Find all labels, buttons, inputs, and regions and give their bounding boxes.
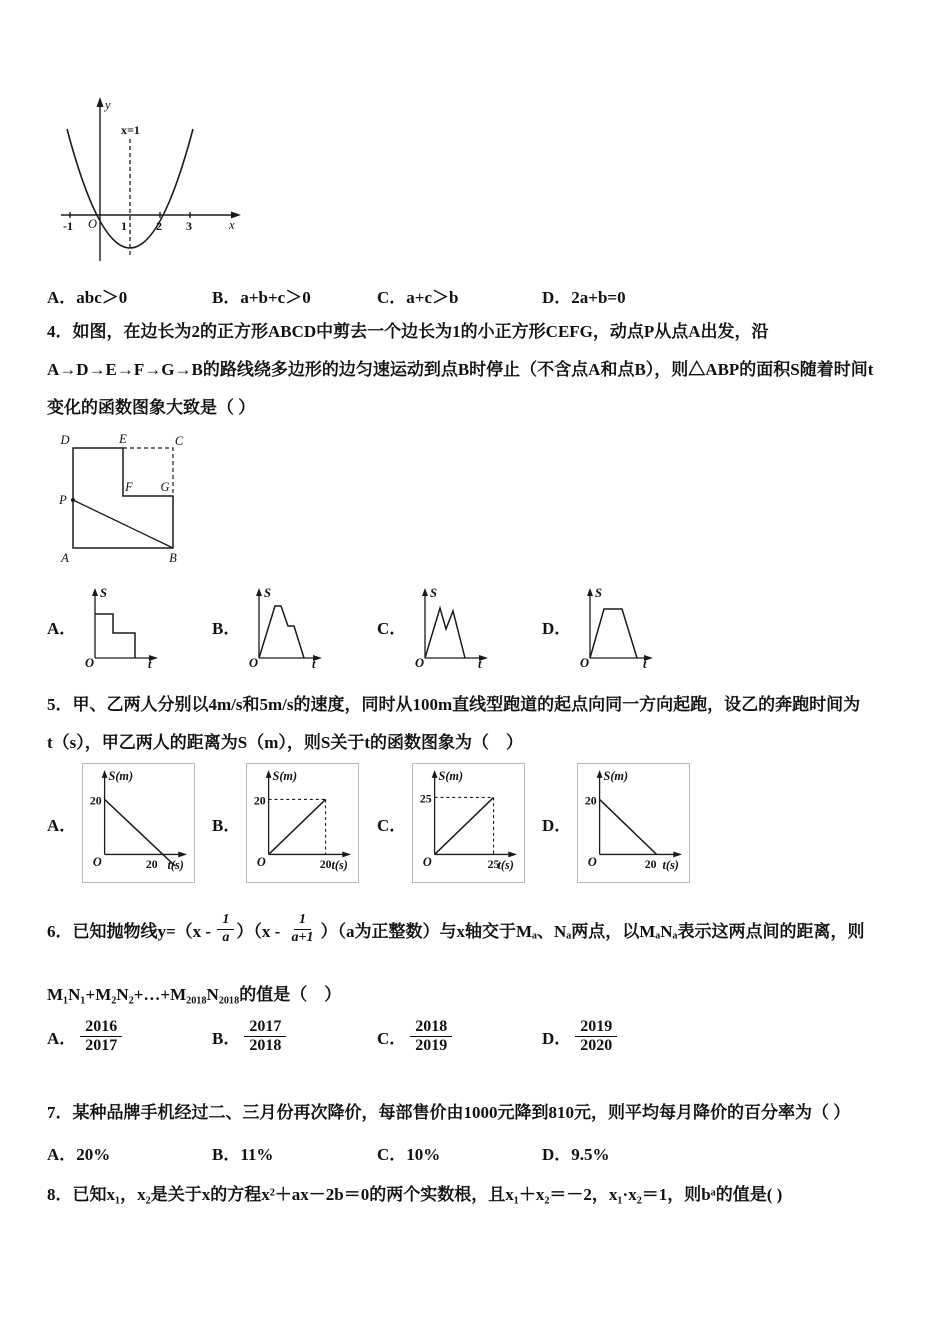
- q5-options-row: [47, 763, 707, 883]
- fraction-numerator: 2019: [575, 1018, 617, 1037]
- fraction-numerator: 2018: [410, 1018, 452, 1037]
- fraction-denominator: 2020: [580, 1037, 613, 1055]
- q6-line1-mid: ）（x -: [236, 921, 285, 941]
- q7-option-c-text: C．10%: [377, 1145, 441, 1164]
- q4-option-c-label: C．: [377, 618, 407, 638]
- q6-option-d-fraction: [575, 1018, 617, 1056]
- q3-option-d-text: D．2a+b=0: [542, 288, 626, 307]
- axes: [105, 776, 182, 855]
- s-label: S: [595, 586, 603, 600]
- q4-option-a-label: A．: [47, 618, 77, 638]
- axes: [95, 594, 152, 658]
- s-axis-label: S(m): [438, 768, 464, 783]
- t-label: t: [643, 657, 647, 668]
- x-axis-label: x: [229, 218, 235, 232]
- q4-line-3: 变化的函数图象大致是（ ）: [47, 398, 256, 417]
- t-axis-arrow: [509, 851, 518, 857]
- s-axis-label: S(m): [272, 768, 298, 783]
- s-label: S: [430, 586, 438, 600]
- q5-text: [47, 686, 915, 762]
- q6-line-1: [47, 900, 865, 958]
- q4-graph-a: [82, 584, 160, 668]
- tick-minus1: -1: [63, 219, 73, 233]
- q3-parabola-figure: [55, 93, 250, 265]
- q5-graph-c: [412, 763, 525, 883]
- q7-option-d: [542, 1140, 707, 1165]
- q6-frac1-denominator: a: [222, 929, 230, 945]
- y-value: 20: [585, 794, 597, 808]
- s-label: S: [100, 586, 108, 600]
- q3-option-b: [212, 283, 377, 308]
- s-axis-label: S(m): [603, 768, 629, 783]
- origin-label: O: [88, 217, 98, 231]
- tick-2: 2: [156, 219, 162, 233]
- q7-option-d-text: D．9.5%: [542, 1145, 610, 1164]
- q6-option-d-label: D．: [542, 1029, 572, 1049]
- q6-frac2-denominator: a+1: [291, 929, 314, 945]
- t-axis-label: t(s): [497, 858, 515, 873]
- y-value: 25: [420, 792, 432, 806]
- t-label: t: [478, 657, 482, 668]
- origin-label: O: [93, 855, 102, 870]
- q6-line1-post: ）（a为正整数）与x轴交于Mₐ、Nₐ两点，以MₐNₐ表示这两点间的距离，则: [320, 921, 865, 941]
- s-axis-arrow: [597, 770, 603, 778]
- label-f: F: [125, 480, 133, 494]
- curve-trapezoid: [590, 609, 637, 658]
- q4-graph-b: [246, 584, 324, 668]
- label-c: C: [174, 434, 184, 448]
- q8-text: [47, 1176, 915, 1214]
- polygon-outline: [73, 448, 173, 548]
- q5-option-a: [47, 763, 212, 883]
- q6-option-c-label: C．: [377, 1029, 407, 1049]
- q4-square-figure: [55, 430, 195, 570]
- point-p-dot: [71, 498, 75, 502]
- fraction-denominator: 2019: [415, 1037, 448, 1055]
- o-label: O: [580, 656, 590, 668]
- q5-option-a-label: A．: [47, 815, 77, 835]
- s-axis-arrow: [587, 588, 593, 596]
- q5-graph-a: [82, 763, 195, 883]
- x-value: 25: [487, 858, 500, 872]
- t-axis-label: t(s): [662, 858, 680, 873]
- q6-frac2-numerator: 1: [294, 912, 311, 929]
- t-axis-arrow: [179, 851, 188, 857]
- q5-graph-d: [577, 763, 690, 883]
- fraction-denominator: 2018: [249, 1037, 282, 1055]
- q7-option-b: [212, 1140, 377, 1165]
- q5-option-d: [542, 763, 707, 883]
- axes: [600, 776, 677, 855]
- o-label: O: [85, 656, 95, 668]
- y-axis-label: y: [105, 98, 111, 112]
- q6-option-b-fraction: [244, 1018, 286, 1056]
- origin-label: O: [588, 855, 597, 870]
- q3-option-b-text: B．a+b+c＞0: [212, 288, 311, 307]
- label-p: P: [59, 493, 67, 507]
- q5-line-1: 5．甲、乙两人分别以4m/s和5m/s的速度，同时从100m直线型跑道的起点向同一方向起跑，设乙的奔跑时间为: [47, 695, 861, 714]
- q5-graph-b: [246, 763, 359, 883]
- label-g: G: [160, 480, 170, 494]
- q7-option-c: [377, 1140, 542, 1165]
- q6-options-row: [47, 1018, 707, 1056]
- q6-option-c: [377, 1018, 542, 1056]
- origin-label: O: [423, 855, 432, 870]
- fraction-denominator: 2017: [85, 1037, 118, 1055]
- q7-option-a-text: A．20%: [47, 1145, 111, 1164]
- q4-line-2: A→D→E→F→G→B的路线绕多边形的边匀速运动到点B时停止（不含点A和点B），则△ABP的面积S随着时间t: [47, 360, 874, 379]
- t-axis-label: t(s): [167, 858, 185, 873]
- q6-frac1-numerator: 1: [217, 912, 234, 929]
- q3-option-a: [47, 283, 212, 308]
- q7-text: [47, 1094, 915, 1132]
- q5-option-b: [212, 763, 377, 883]
- s-axis-arrow: [102, 770, 108, 778]
- q3-option-c-text: C．a+c＞b: [377, 288, 459, 307]
- y-axis-arrow: [97, 97, 104, 107]
- t-label: t: [148, 657, 152, 668]
- q7-options-row: [47, 1140, 707, 1165]
- q6-line-2: [47, 976, 915, 1014]
- x-value: 20: [146, 858, 158, 872]
- q4-option-b-label: B．: [212, 618, 241, 638]
- q4-line-1: 4．如图，在边长为2的正方形ABCD中剪去一个边长为1的小正方形CEFG，动点P从点A出发，沿: [47, 322, 769, 341]
- q5-line-2: t（s），甲乙两人的距离为S（m），则S关于t的函数图象为（ ）: [47, 733, 524, 752]
- vline-label: x=1: [121, 123, 140, 137]
- fraction-numerator: 2016: [80, 1018, 122, 1037]
- tick-1: 1: [121, 219, 127, 233]
- q3-option-d: [542, 283, 707, 308]
- q4-graph-d: [577, 584, 655, 668]
- q6-option-b: [212, 1018, 377, 1056]
- tick-3: 3: [186, 219, 192, 233]
- axes: [425, 594, 482, 658]
- label-d: D: [60, 433, 70, 447]
- q3-option-a-text: A．abc＞0: [47, 288, 128, 307]
- q6-option-a-fraction: [80, 1018, 122, 1056]
- q6-line1-pre: 6．已知抛物线y=（x -: [47, 921, 216, 941]
- o-label: O: [249, 656, 259, 668]
- q4-option-b: [212, 584, 377, 668]
- s-axis-label: S(m): [108, 768, 134, 783]
- label-a: A: [61, 551, 69, 565]
- q4-option-c: [377, 584, 542, 668]
- segment-pb: [73, 500, 173, 548]
- s-axis-arrow: [422, 588, 428, 596]
- s-label: S: [264, 586, 272, 600]
- curve-rise-fall: [259, 606, 304, 658]
- q8-line: 8．已知x₁，x₂是关于x的方程x²＋ax－2b＝0的两个实数根，且x₁＋x₂＝－2，x₁·x₂＝1，则bᵃ的值是( ): [47, 1185, 783, 1204]
- q6-option-a-label: A．: [47, 1029, 77, 1049]
- q5-option-d-label: D．: [542, 815, 572, 835]
- curve-steps: [95, 614, 135, 658]
- q4-option-d: [542, 584, 707, 668]
- s-axis-arrow: [266, 770, 272, 778]
- q3-options-row: [47, 283, 707, 308]
- q6-option-c-fraction: [410, 1018, 452, 1056]
- y-value: 20: [254, 794, 267, 808]
- q4-graph-c: [412, 584, 490, 668]
- q6-line2-text: M₁N₁+M₂N₂+…+M₂₀₁₈N₂₀₁₈的值是（ ）: [47, 985, 342, 1004]
- origin-label: O: [257, 855, 267, 870]
- t-axis-arrow: [343, 851, 352, 857]
- curve-zigzag: [425, 608, 465, 658]
- q3-option-c: [377, 283, 542, 308]
- descending-line: [105, 799, 176, 866]
- q6-option-d: [542, 1018, 707, 1056]
- t-axis-arrow: [674, 851, 683, 857]
- q7-option-b-text: B．11%: [212, 1145, 274, 1164]
- label-e: E: [119, 432, 127, 446]
- q6-fraction-1: [217, 912, 234, 945]
- descending-line: [600, 799, 657, 854]
- q5-option-c: [377, 763, 542, 883]
- q6-option-a: [47, 1018, 212, 1056]
- ascending-line: [435, 797, 494, 854]
- q4-option-a: [47, 584, 212, 668]
- y-value: 20: [90, 794, 102, 808]
- q4-text: [47, 313, 915, 427]
- o-label: O: [415, 656, 425, 668]
- q6-option-b-label: B．: [212, 1029, 241, 1049]
- s-axis-arrow: [92, 588, 98, 596]
- label-b: B: [169, 551, 177, 565]
- fraction-numerator: 2017: [244, 1018, 286, 1037]
- q5-option-b-label: B．: [212, 815, 241, 835]
- s-axis-arrow: [432, 770, 438, 778]
- t-axis-label: t(s): [331, 858, 349, 873]
- ascending-line: [269, 799, 326, 854]
- x-value: 20: [645, 858, 657, 872]
- q7-line: 7．某种品牌手机经过二、三月份再次降价，每部售价由1000元降到810元，则平均每月降价的百分率为（ ）: [47, 1103, 851, 1122]
- q4-option-d-label: D．: [542, 618, 572, 638]
- s-axis-arrow: [256, 588, 262, 596]
- t-label: t: [312, 657, 316, 668]
- q7-option-a: [47, 1140, 212, 1165]
- x-value: 20: [320, 858, 332, 872]
- q6-fraction-2: [287, 912, 319, 945]
- q5-option-c-label: C．: [377, 815, 407, 835]
- q4-options-row: [47, 584, 707, 668]
